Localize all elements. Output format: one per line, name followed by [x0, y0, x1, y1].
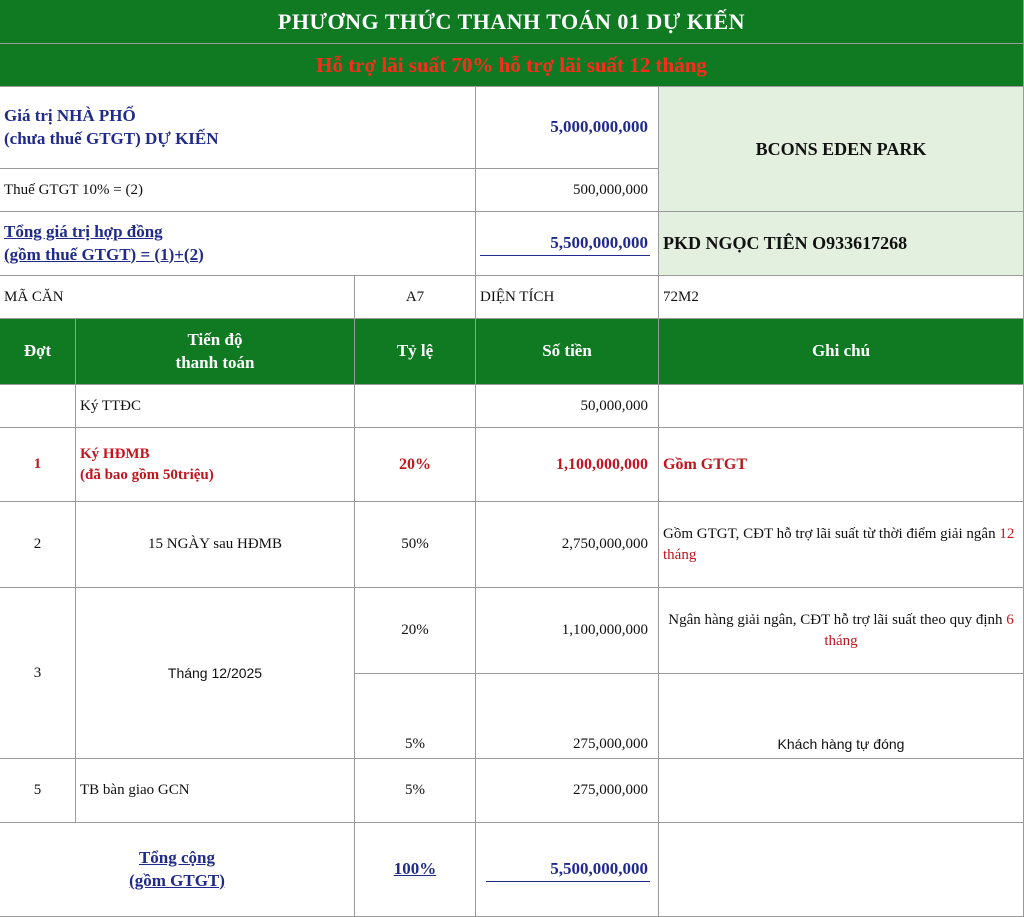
grand-total-amount-text: 5,500,000,000	[550, 859, 648, 879]
sheet-subtitle-text: Hỗ trợ lãi suất 70% hỗ trợ lãi suất 12 tháng	[316, 52, 707, 77]
row-deposit-amount	[476, 385, 659, 428]
grand-total-label-line1: Tổng cộng	[138, 847, 216, 867]
row-deposit-ratio	[355, 385, 476, 428]
header-note	[659, 319, 1024, 385]
grand-total-ratio	[355, 823, 476, 917]
total-contract-label-line1: Tổng giá trị hợp đồng	[4, 221, 163, 241]
row-5-schedule-text: TB bàn giao GCN	[80, 782, 190, 799]
row-3-amount-text: 1,100,000,000	[561, 622, 648, 639]
row-3-schedule	[76, 588, 355, 759]
header-note-text: Ghi chú	[811, 341, 871, 361]
header-phase-text: Đợt	[23, 341, 52, 361]
row-deposit-amount-text: 50,000,000	[580, 397, 648, 414]
row-deposit-schedule-text: Ký TTĐC	[80, 397, 141, 414]
row-3-note	[659, 588, 1024, 674]
row-3-note-text: Ngân hàng giải ngân, CĐT hỗ trợ lãi suất theo quy định	[668, 612, 1003, 629]
row-5-schedule	[76, 759, 355, 823]
row-5-phase	[0, 759, 76, 823]
unit-code-value-text: A7	[405, 288, 425, 305]
row-deposit-note	[659, 385, 1024, 428]
unit-area-label	[476, 276, 659, 319]
vat-label	[0, 169, 476, 212]
header-amount-text: Số tiền	[542, 341, 592, 361]
sales-contact	[659, 212, 1024, 276]
row-2-note-duration: 12 tháng	[663, 526, 1015, 563]
row-1-amount-text: 1,100,000,000	[556, 455, 648, 473]
row-3-ratio	[355, 588, 476, 674]
house-value-label	[0, 87, 476, 169]
row-3b-amount	[476, 674, 659, 759]
row-1-schedule	[76, 428, 355, 502]
grand-total-label-line2: (gồm GTGT)	[129, 870, 225, 890]
project-name	[659, 87, 1024, 212]
row-2-schedule-text: 15 NGÀY sau HĐMB	[147, 536, 283, 553]
row-3b-ratio	[355, 674, 476, 759]
header-schedule-line1: Tiến độ	[187, 329, 243, 349]
project-name-text: BCONS EDEN PARK	[755, 138, 927, 159]
row-1-schedule-line1: Ký HĐMB	[80, 446, 150, 463]
row-1-phase	[0, 428, 76, 502]
row-2-phase-text: 2	[33, 536, 42, 553]
row-2-amount	[476, 502, 659, 588]
row-2-ratio	[355, 502, 476, 588]
header-ratio	[355, 319, 476, 385]
row-1-note-text: Gồm GTGT	[663, 455, 748, 473]
row-deposit-schedule	[76, 385, 355, 428]
row-1-amount	[476, 428, 659, 502]
sheet-title	[0, 0, 1024, 44]
row-1-ratio-text: 20%	[399, 455, 431, 473]
house-value-label-line2: (chưa thuế GTGT) DỰ KIẾN	[4, 128, 219, 148]
unit-code-value	[355, 276, 476, 319]
row-5-phase-text: 5	[33, 782, 42, 799]
unit-code-label	[0, 276, 355, 319]
row-3-schedule-text: Tháng 12/2025	[167, 664, 263, 681]
house-value	[476, 87, 659, 169]
total-contract-value	[476, 212, 659, 276]
row-5-note	[659, 759, 1024, 823]
unit-area-value	[659, 276, 1024, 319]
unit-area-label-text: DIỆN TÍCH	[480, 288, 555, 305]
row-5-amount-text: 275,000,000	[573, 782, 648, 799]
row-2-phase	[0, 502, 76, 588]
grand-total-label	[0, 823, 355, 917]
row-5-ratio	[355, 759, 476, 823]
row-1-schedule-line2: (đã bao gồm 50triệu)	[80, 466, 214, 483]
unit-code-label-text: MÃ CĂN	[4, 288, 64, 305]
grand-total-amount	[476, 823, 659, 917]
header-amount	[476, 319, 659, 385]
unit-area-value-text: 72M2	[663, 288, 699, 305]
sales-contact-text: PKD NGỌC TIÊN O933617268	[663, 233, 908, 254]
row-5-amount	[476, 759, 659, 823]
vat-label-text: Thuế GTGT 10% = (2)	[4, 181, 143, 198]
sheet-title-text: PHƯƠNG THỨC THANH TOÁN 01 DỰ KIẾN	[277, 8, 746, 34]
row-1-ratio	[355, 428, 476, 502]
row-3b-note-text: Khách hàng tự đóng	[777, 736, 905, 753]
row-5-ratio-text: 5%	[405, 782, 425, 799]
row-3-note-duration: 6 tháng	[824, 612, 1014, 649]
row-3b-note	[659, 674, 1024, 759]
row-2-schedule	[76, 502, 355, 588]
grand-total-ratio-text: 100%	[393, 859, 437, 879]
grand-total-note	[659, 823, 1024, 917]
row-3b-ratio-text: 5%	[405, 735, 425, 752]
row-2-amount-text: 2,750,000,000	[561, 536, 648, 553]
row-1-phase-text: 1	[33, 456, 42, 473]
header-ratio-text: Tỷ lệ	[396, 341, 434, 361]
row-3-phase-text: 3	[33, 664, 42, 681]
house-value-text: 5,000,000,000	[550, 117, 648, 137]
sheet-subtitle	[0, 44, 1024, 87]
row-3-ratio-text: 20%	[401, 622, 429, 639]
header-schedule-line2: thanh toán	[175, 352, 255, 372]
total-contract-label	[0, 212, 476, 276]
house-value-label-line1: Giá trị NHÀ PHỐ	[4, 105, 136, 125]
row-2-note-text: Gồm GTGT, CĐT hỗ trợ lãi suất từ thời điểm giải ngân	[663, 526, 996, 543]
total-contract-label-line2: (gồm thuế GTGT) = (1)+(2)	[4, 244, 204, 264]
row-3-phase	[0, 588, 76, 759]
vat-value	[476, 169, 659, 212]
header-schedule	[76, 319, 355, 385]
total-contract-underline	[480, 255, 650, 256]
row-1-note	[659, 428, 1024, 502]
row-3-amount	[476, 588, 659, 674]
header-phase	[0, 319, 76, 385]
grand-total-underline	[486, 881, 650, 882]
row-2-ratio-text: 50%	[401, 536, 429, 553]
row-3b-amount-text: 275,000,000	[573, 735, 648, 752]
row-2-note	[659, 502, 1024, 588]
vat-value-text: 500,000,000	[573, 181, 648, 198]
total-contract-value-text: 5,500,000,000	[550, 233, 648, 253]
row-deposit-phase	[0, 385, 76, 428]
